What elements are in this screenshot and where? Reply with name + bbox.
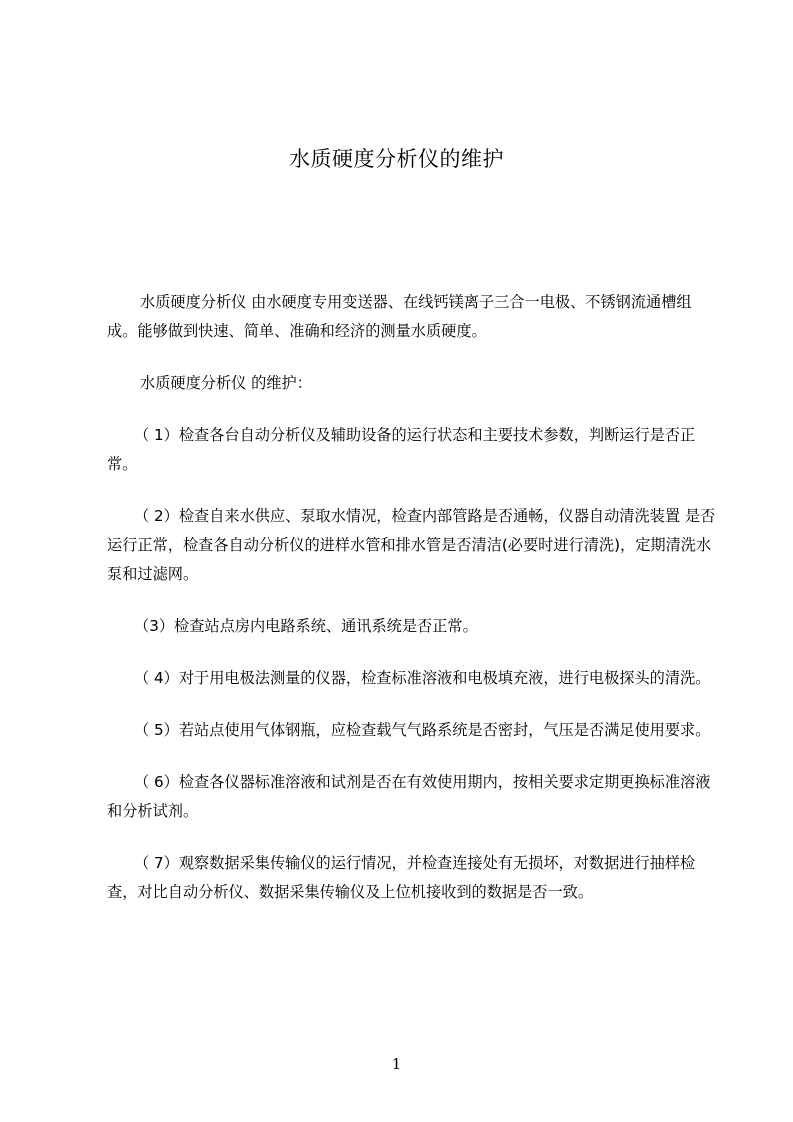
maintenance-item-3: （3）检查站点房内电路系统、通讯系统是否正常。 [134,617,478,635]
maintenance-item-6: （ 6）检查各仪器标准溶液和试剂是否在有效使用期内，按相关要求定期更换标准溶液和分析试剂。 [107,773,711,820]
page-number: 1 [391,1055,402,1073]
maintenance-item-1: （ 1）检查各台自动分析仪及辅助设备的运行状态和主要技术参数，判断运行是否正常。 [107,426,696,473]
intro-paragraph: 水质硬度分析仪 由水硬度专用变送器、在线钙镁离子三合一电极、不锈钢流通槽组成。能够做到快速、简单、准确和经济的测量水质硬度。 [107,293,692,340]
maintenance-item-4: （ 4）对于用电极法测量的仪器，检查标准溶液和电极填充液，进行电极探头的清洗。 [134,669,711,687]
document-body [107,288,717,907]
document-title: 水质硬度分析仪的维护 [289,147,504,171]
maintenance-item-2: （ 2）检查自来水供应、泵取水情况，检查内部管路是否通畅，仪器自动清洗装置 是否运行正常，检查各自动分析仪的进样水管和排水管是否清洁(必要时进行清洗)，定期清洗水泵和过滤网。 [107,507,716,583]
maintenance-heading-paragraph: 水质硬度分析仪 的维护： [140,374,312,392]
maintenance-item-7: （ 7）观察数据采集传输仪的运行情况，并检查连接处有无损坏，对数据进行抽样检查，对比自动分析仪、数据采集传输仪及上位机接收到的数据是否一致。 [107,854,696,901]
maintenance-item-5: （ 5）若站点使用气体钢瓶，应检查载气气路系统是否密封，气压是否满足使用要求。 [134,721,711,739]
